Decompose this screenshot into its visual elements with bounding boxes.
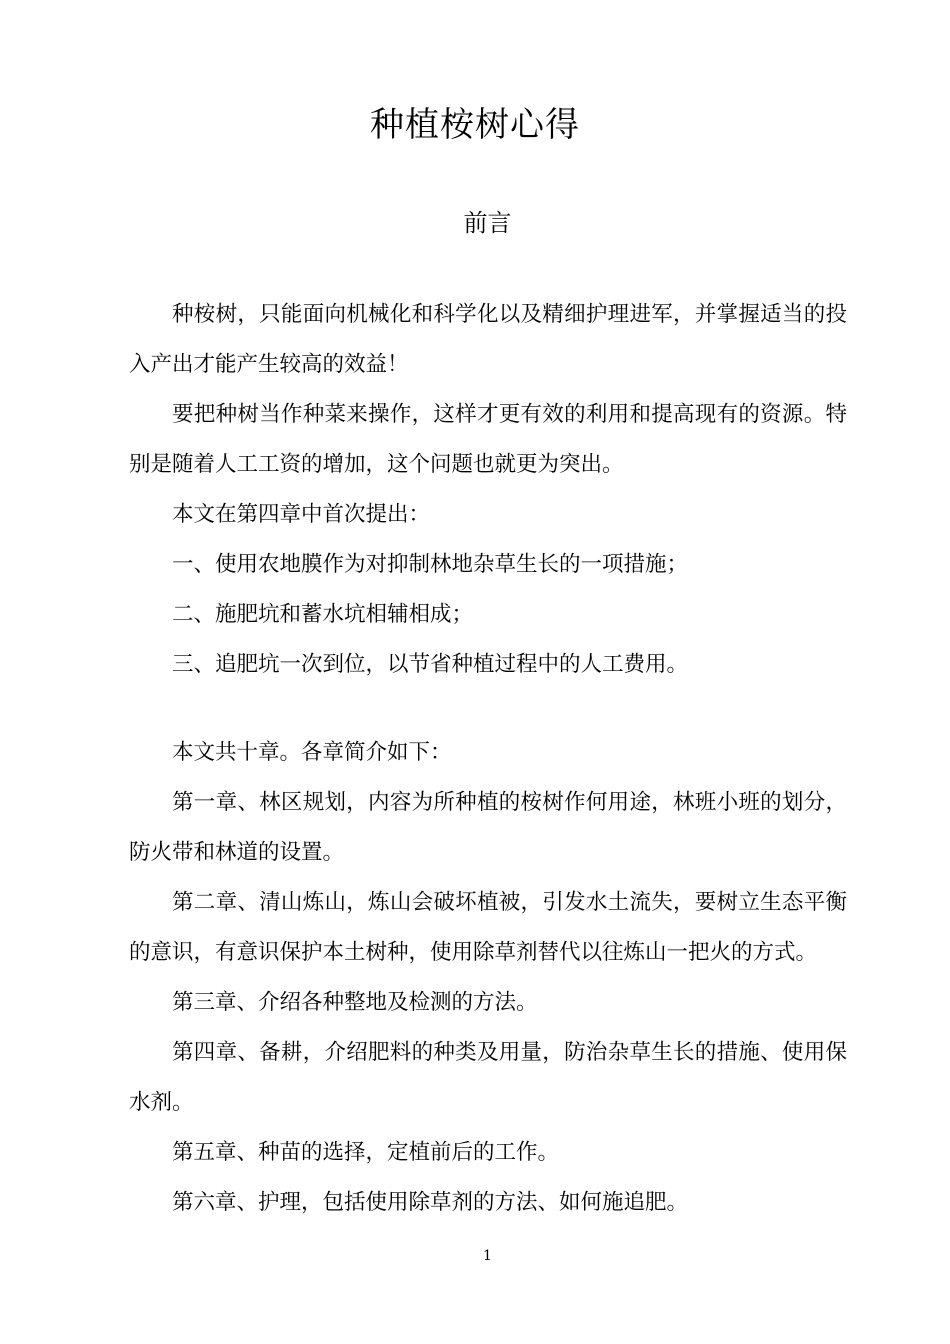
chapter-summary: 第三章、介绍各种整地及检测的方法。 bbox=[172, 990, 538, 1015]
document-title: 种植桉树心得 bbox=[370, 105, 580, 145]
page-number: 1 bbox=[483, 1248, 492, 1264]
list-item: 二、施肥坑和蓄水坑相辅相成； bbox=[172, 602, 474, 627]
chapter-summary: 第五章、种苗的选择，定植前后的工作。 bbox=[172, 1140, 560, 1165]
list-item: 三、追肥坑一次到位，以节省种植过程中的人工费用。 bbox=[172, 652, 689, 677]
spacer bbox=[129, 690, 847, 728]
chapters-intro: 本文共十章。各章简介如下： bbox=[172, 740, 452, 765]
preface-body bbox=[129, 290, 847, 1228]
chapter-summary: 第四章、备耕，介绍肥料的种类及用量，防治杂草生长的措施、使用保水剂。 bbox=[129, 1040, 847, 1115]
paragraph: 要把种树当作种菜来操作，这样才更有效的利用和提高现有的资源。特别是随着人工工资的增加，这个问题也就更为突出。 bbox=[129, 402, 847, 477]
chapter-summary: 第六章、护理，包括使用除草剂的方法、如何施追肥。 bbox=[172, 1190, 689, 1215]
section-heading: 前言 bbox=[463, 209, 512, 237]
paragraph: 本文在第四章中首次提出： bbox=[172, 502, 431, 527]
list-item: 一、使用农地膜作为对抑制林地杂草生长的一项措施； bbox=[172, 552, 689, 577]
chapter-summary: 第一章、林区规划，内容为所种植的桉树作何用途，林班小班的划分，防火带和林道的设置。 bbox=[129, 790, 847, 865]
chapter-summary: 第二章、清山炼山，炼山会破坏植被，引发水土流失，要树立生态平衡的意识，有意识保护本土树种，使用除草剂替代以往炼山一把火的方式。 bbox=[129, 890, 847, 965]
paragraph: 种桉树，只能面向机械化和科学化以及精细护理进军，并掌握适当的投入产出才能产生较高的效益！ bbox=[129, 302, 847, 377]
